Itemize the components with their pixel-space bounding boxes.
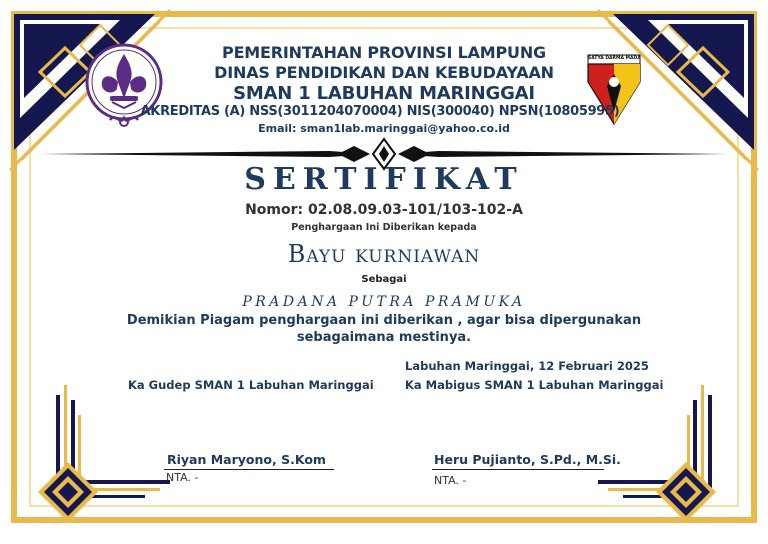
- recipient-role: PRADANA PUTRA PRAMUKA: [242, 294, 526, 310]
- right-signature-line: [432, 469, 604, 470]
- left-signatory-nta: NTA. -: [166, 471, 199, 484]
- emblem-motto: SATYA DARMA MADA: [588, 56, 641, 61]
- certificate-title: SERTIFIKAT: [244, 162, 524, 197]
- header-line-school: SMAN 1 LABUHAN MARINGGAI: [233, 83, 535, 104]
- right-signatory-nta: NTA. -: [434, 474, 467, 487]
- left-signatory-position: Ka Gudep SMAN 1 Labuhan Maringgai: [128, 378, 374, 392]
- statement-line-1: Demikian Piagam penghargaan ini diberikan , agar bisa dipergunakan: [126, 313, 642, 328]
- recipient-name: Bayu kurniawan: [287, 240, 481, 268]
- statement-line-2: sebagaimana mestinya.: [296, 330, 472, 345]
- header-email: Email: sman1lab.maringgai@yahoo.co.id: [258, 122, 510, 135]
- corner-ornament-bottom-left: [38, 385, 170, 522]
- left-signatory-name: Riyan Maryono, S.Kom: [167, 452, 326, 467]
- as-label: Sebagai: [361, 274, 407, 285]
- awarded-to-label: Penghargaan Ini Diberikan kepada: [291, 222, 477, 233]
- right-signatory-name: Heru Pujianto, S.Pd., M.Si.: [434, 452, 621, 467]
- place-date: Labuhan Maringgai, 12 Februari 2025: [405, 359, 649, 373]
- certificate-number: Nomor: 02.08.09.03-101/103-102-A: [245, 202, 523, 218]
- header-line-accreditation: AKREDITAS (A) NSS(3011204070004) NIS(300040) NPSN(10805995): [140, 104, 620, 119]
- right-signatory-position: Ka Mabigus SMAN 1 Labuhan Maringgai: [405, 378, 664, 392]
- left-signature-line: [164, 469, 334, 470]
- header-line-province: PEMERINTAHAN PROVINSI LAMPUNG: [222, 43, 546, 62]
- header-line-department: DINAS PENDIDIKAN DAN KEBUDAYAAN: [214, 63, 554, 82]
